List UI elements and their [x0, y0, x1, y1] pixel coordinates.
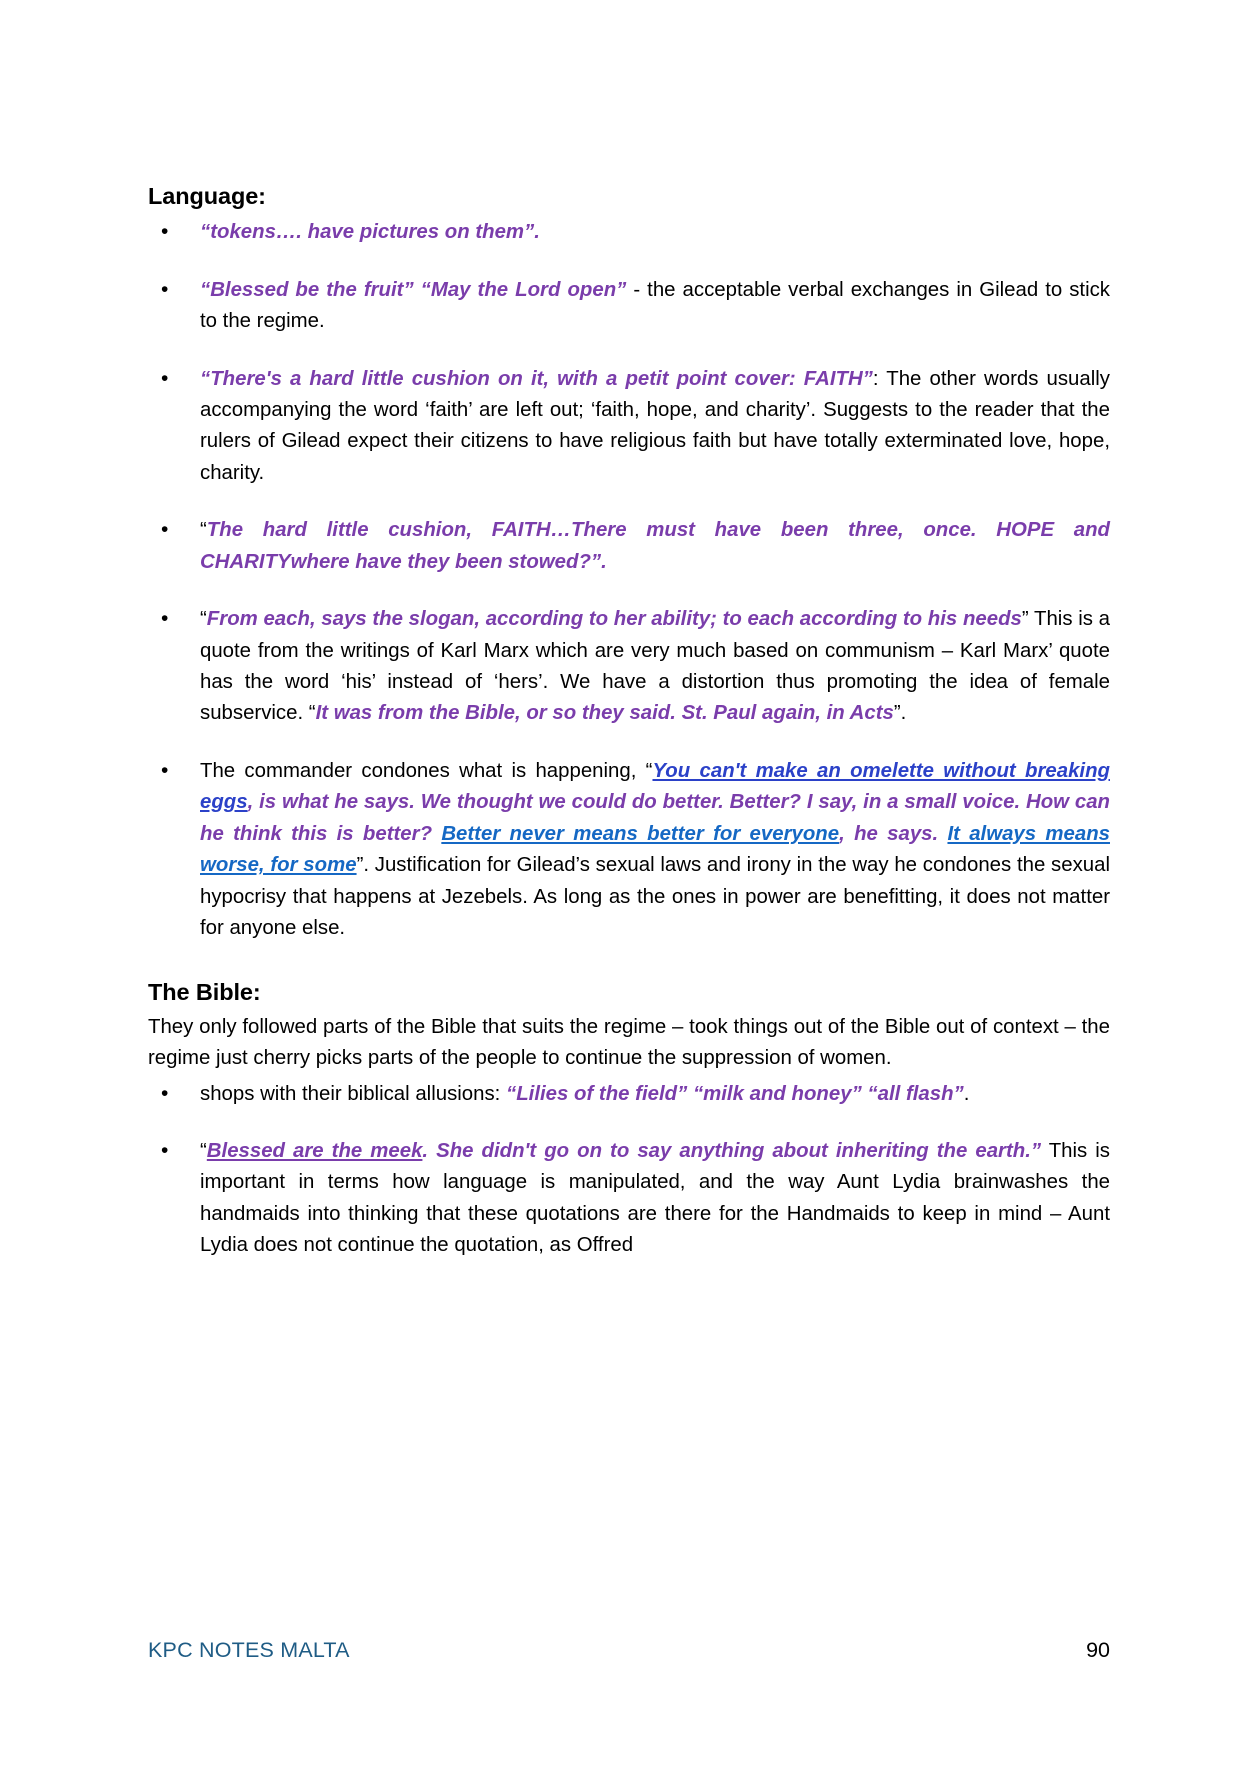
section-heading-bible: The Bible:	[148, 979, 261, 1006]
commentary-text: ”. Justification for Gilead’s sexual laws and irony in the way he condones the sexual hypocrisy that happens at Jezebels. As long as the ones in power are benefitting, it does not matter for anyone else.	[200, 854, 1111, 939]
quote-text: “tokens…. have pictures on them”.	[200, 221, 540, 244]
page-number: 90	[1086, 1638, 1110, 1662]
page-footer	[148, 1638, 1110, 1663]
underlined-quote: Blessed are the meek	[206, 1140, 423, 1163]
quote-text: . She didn't go on to say anything about inheriting the earth.”	[422, 1140, 1042, 1163]
page-content	[148, 182, 1110, 1262]
bible-intro-paragraph: They only followed parts of the Bible that suits the regime – took things out of the Bible out of context – the regime just cherry picks parts of the people to continue the suppression of women.	[148, 1015, 1110, 1070]
commentary-text: thus promoting the idea of female subservice. “	[200, 671, 1110, 725]
quote-text: It was from the Bible, or so they said. St. Paul again, in Acts	[315, 702, 894, 725]
commentary-text: - the acceptable verbal exchanges in Gilead to stick to the regime.	[200, 278, 1110, 333]
list-item	[148, 756, 1110, 945]
hyperlink-quote[interactable]: You can't make an omelette without breaking eggs	[200, 759, 1110, 814]
commentary-text: which are very much based on communism – Karl Marx’ quote has the word ‘his’ instead of ‘hers’. We have a	[200, 639, 1110, 694]
commentary-text: shops with their biblical allusions:	[200, 1082, 507, 1105]
list-item	[148, 364, 1110, 490]
list-item	[148, 604, 1110, 730]
open-quote-mark: “	[200, 519, 207, 542]
page-title: Language:	[148, 183, 266, 209]
commentary-text: .	[963, 1082, 970, 1105]
footer-brand: KPC NOTES MALTA	[148, 1638, 350, 1662]
open-quote-mark: “	[200, 608, 207, 631]
list-item	[148, 1136, 1110, 1262]
hyperlink-quote[interactable]: Better never means better for everyone	[441, 822, 840, 845]
list-item	[148, 275, 1110, 338]
commentary-text: The commander condones what is happening, “	[200, 759, 653, 782]
quote-text: “Lilies of the field” “milk and honey” “all flash”	[506, 1082, 964, 1105]
list-item	[148, 217, 1110, 248]
close-quote-mark: ”.	[893, 702, 907, 725]
quote-text: The hard little cushion, FAITH…There must have been three, once. HOPE and CHARITYwhere have they been stowed?”.	[200, 519, 1110, 573]
quote-text: , is what he says. We thought we could do better. Better? I say, in a small voice. How can he think this is better?	[200, 791, 1110, 845]
commentary-text: ” This is a quote from the	[200, 608, 1110, 662]
commentary-text: : The other words usually accompanying the word ‘faith’ are left out; ‘faith, hope, and charity’. Suggests to the reader that the rulers of Gilead expect their citizens to have religious faith but have totally exterminated love, hope, charity.	[200, 367, 1110, 484]
list-item	[148, 515, 1110, 578]
language-bullet-list	[148, 217, 1110, 944]
list-item	[148, 1079, 1110, 1110]
emphasis-distortion: distortion	[681, 671, 765, 694]
quote-text: , he says.	[839, 822, 948, 845]
open-quote-mark: “	[200, 1140, 207, 1163]
emphasis-karl-marx: writings of Karl Marx	[340, 639, 529, 662]
hyperlink-quote[interactable]: It always means worse, for some	[200, 822, 1110, 877]
commentary-text: This is important in terms how language is manipulated, and the way Aunt Lydia brainwashes the handmaids into thinking that these quotations are there for the Handmaids to keep in mind – Aunt Lydia does not continue the quotation, as Offred	[200, 1140, 1110, 1257]
quote-text: From each, says the slogan, according to her ability; to each according to his needs	[206, 608, 1022, 631]
bible-bullet-list	[148, 1079, 1110, 1262]
quote-text: “There's a hard little cushion on it, with a petit point cover: FAITH”	[200, 367, 873, 390]
quote-text: “Blessed be the fruit” “May the Lord open”	[200, 278, 627, 301]
